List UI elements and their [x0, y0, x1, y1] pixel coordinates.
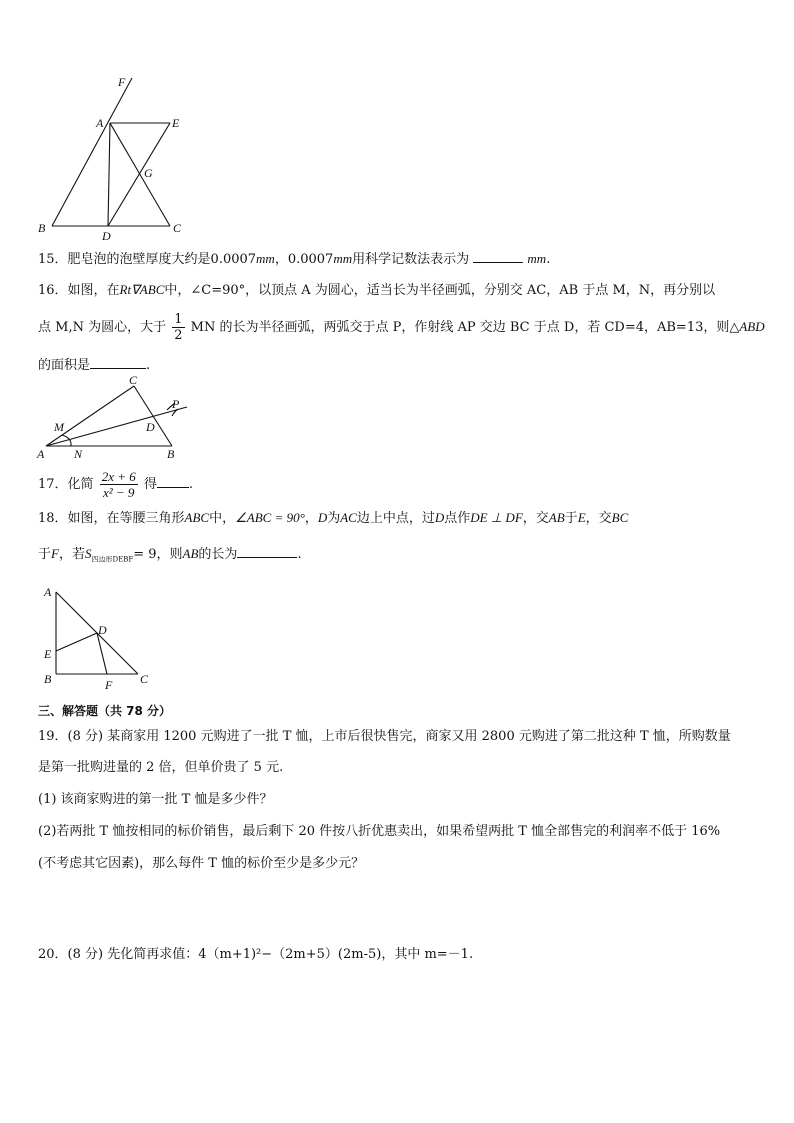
q18-t2: 中， — [209, 511, 236, 526]
figure-parallelogram — [30, 72, 200, 242]
question-17 — [38, 469, 193, 500]
q16-text-2b: MN 的长为半径画弧，两弧交于点 P，作射线 AP 交边 BC 于点 D，若 CD=4，AB=13，则△ — [190, 320, 740, 335]
label-A: A — [96, 116, 104, 130]
label-A: A — [44, 585, 52, 599]
label-B: B — [167, 447, 175, 461]
label-N: N — [74, 447, 83, 461]
q17-denominator: x² − 9 — [102, 485, 135, 500]
q18-end: . — [297, 547, 302, 562]
q18-t10: 于 — [38, 547, 52, 562]
q18-t6: 点作 — [444, 511, 471, 526]
q18-s: S — [84, 546, 92, 561]
q18-ab2: AB — [182, 546, 199, 561]
q17-numerator: 2x + 6 — [101, 469, 136, 484]
label-E: E — [44, 647, 52, 661]
q16-rt: Rt — [119, 282, 132, 297]
q17-text: 17．化简 — [38, 477, 94, 492]
question-19-part-1: (1) 该商家购进的第一批 T 恤是多少件？ — [38, 792, 273, 807]
question-18-line-1 — [38, 509, 628, 528]
q17-fraction — [100, 469, 138, 500]
segment-DF — [97, 633, 107, 674]
segment-AD — [108, 123, 110, 226]
label-E: E — [172, 116, 180, 130]
label-B: B — [38, 221, 46, 235]
q18-t11: ，若 — [58, 547, 85, 562]
q18-t4: 为 — [327, 511, 341, 526]
q16-abd: ABD — [739, 319, 765, 334]
q16-answer-blank[interactable] — [90, 355, 146, 369]
label-F: F — [118, 75, 126, 89]
question-19-part-2-line-1: (2)若两批 T 恤按相同的标价销售，最后剩下 20 件按八折优惠卖出，如果希望两批 T 恤全部售完的利润率不低于 16% — [38, 824, 721, 839]
question-19-line-1: 19．(8 分) 某商家用 1200 元购进了一批 T 恤，上市后很快售完，商家又用 2800 元购进了第二批这种 T 恤，所购数量 — [38, 729, 731, 744]
segment-AC — [46, 386, 134, 446]
label-D: D — [98, 623, 107, 637]
question-16-line-2 — [38, 312, 765, 343]
q15-unit-3: mm — [527, 251, 547, 266]
q15-answer-blank[interactable] — [473, 249, 523, 263]
question-15 — [38, 249, 550, 269]
question-19-part-2-line-2: (不考虑其它因素)，那么每件 T 恤的标价至少是多少元？ — [38, 856, 365, 871]
q15-text-2: 用科学记数法表示为 — [352, 252, 470, 267]
q18-angle: ∠ABC = 90° — [235, 510, 305, 525]
figure-isosceles-right-triangle — [36, 582, 156, 692]
q18-ac: AC — [340, 510, 357, 525]
label-M: M — [54, 420, 64, 434]
label-P: P — [172, 397, 180, 411]
q18-d2: D — [434, 510, 445, 525]
q18-t12: ，则 — [156, 547, 183, 562]
label-F: F — [105, 678, 113, 692]
question-16-line-1 — [38, 281, 715, 300]
section-title: 三、解答题（共 78 分） — [38, 704, 172, 718]
q18-t5: 边上中点，过 — [356, 511, 435, 526]
q18-e: E — [577, 510, 586, 525]
q16-text-1a: 16．如图，在 — [38, 283, 120, 298]
q15-end: . — [546, 252, 551, 267]
q16-end: . — [146, 358, 151, 373]
q18-perp: DE ⊥ DF — [470, 510, 523, 525]
q18-ab: AB — [548, 510, 565, 525]
q18-bc: BC — [611, 510, 629, 525]
label-A: A — [37, 447, 45, 461]
q18-s-subscript: 四边形DEBF — [91, 555, 134, 564]
q16-fraction — [172, 312, 184, 343]
ray-AP — [46, 407, 187, 446]
question-19-line-2: 是第一批购进量的 2 倍，但单价贵了 5 元. — [38, 760, 284, 775]
q18-t8: 于 — [564, 511, 578, 526]
label-D: D — [146, 420, 155, 434]
q15-text: 15．肥皂泡的泡壁厚度大约是 — [38, 252, 211, 267]
question-20: 20．(8 分) 先化简再求值：4（m+1)²−（2m+5）(2m-5)，其中 m=－1. — [38, 947, 474, 962]
q15-value-2: 0.0007 — [287, 252, 334, 267]
q16-text-1b: 中，∠C=90°，以顶点 A 为圆心，适当长为半径画弧，分别交 AC，AB 于点 M，N，再分别以 — [164, 283, 716, 298]
q18-answer-blank[interactable] — [237, 544, 297, 558]
label-C: C — [140, 672, 149, 686]
question-18-line-2 — [38, 544, 302, 569]
label-G: G — [144, 166, 153, 180]
q16-text-2a: 点 M,N 为圆心，大于 — [38, 320, 167, 335]
q18-t1: 18．如图，在等腰三角形 — [38, 511, 185, 526]
q17-text-2: 得 — [143, 477, 157, 492]
q15-unit-1: mm — [256, 251, 275, 266]
label-D: D — [102, 229, 111, 242]
q16-frac-den: 2 — [174, 328, 183, 343]
figure-angle-bisector — [34, 372, 199, 464]
label-C: C — [129, 373, 138, 387]
q16-frac-num: 1 — [174, 312, 183, 327]
q18-t7: ，交 — [522, 511, 549, 526]
q18-t9: ，交 — [585, 511, 612, 526]
q18-d: D — [317, 510, 328, 525]
q17-answer-blank[interactable] — [157, 474, 189, 488]
q15-unit-2: mm — [333, 251, 353, 266]
q18-t13: 的长为 — [198, 547, 238, 562]
q17-end: . — [188, 477, 194, 492]
label-C: C — [173, 221, 182, 235]
label-B: B — [44, 672, 52, 686]
line-BF — [52, 78, 132, 226]
q18-t3: ， — [304, 511, 318, 526]
segment-DE — [56, 633, 97, 651]
q15-value-1: 0.0007 — [210, 252, 257, 267]
q16-text-3: 的面积是 — [38, 358, 91, 373]
q18-f: F — [51, 546, 59, 561]
q18-abc: ABC — [184, 510, 210, 525]
q15-comma: ， — [274, 252, 288, 267]
q18-eq: = 9 — [133, 547, 157, 562]
q16-triangle: ∇ABC — [131, 282, 165, 297]
